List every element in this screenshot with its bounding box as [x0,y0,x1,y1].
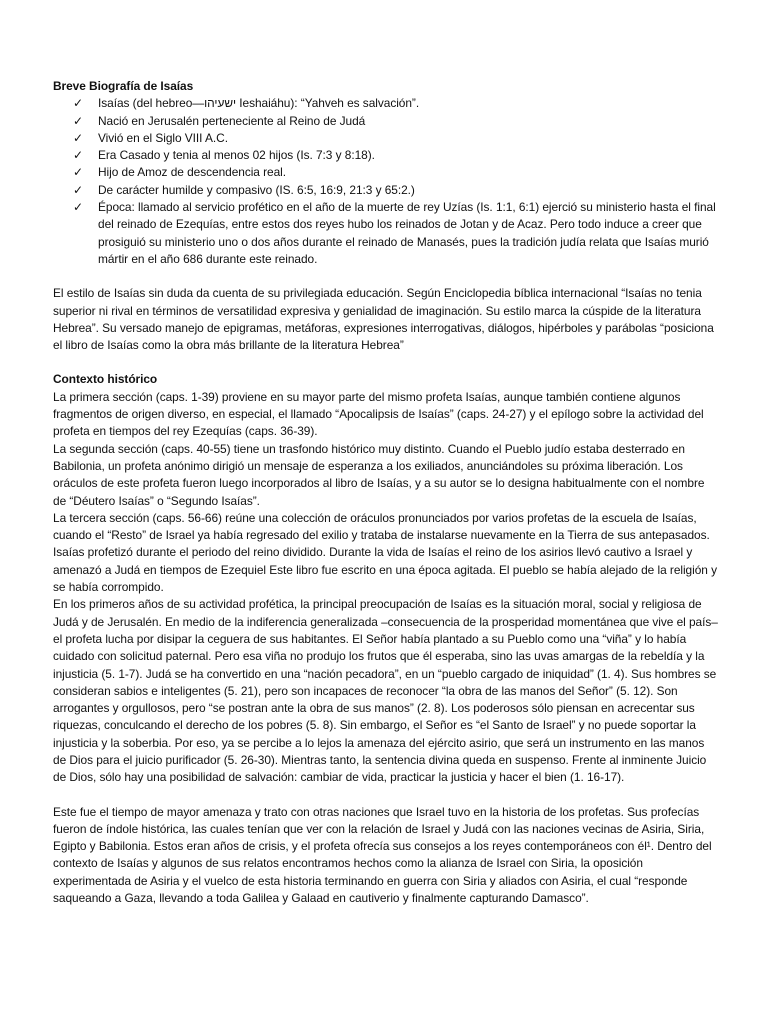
list-item [53,164,718,181]
bio-heading: Breve Biografía de Isaías [53,79,194,93]
bullet-text: Vivió en el Siglo VIII A.C. [98,130,228,145]
list-item [53,182,718,199]
context-paragraph: La segunda sección (caps. 40-55) tiene un trasfondo histórico muy distinto. Cuando el Pueblo judío estaba desterrado en Babilonia, un profeta anónimo dirigió un mensaje de esperanza a los exiliados, anunciándoles su próxima liberación. Los oráculos de este profeta fueron luego incorporados al libro de Isaías, y a su autor se lo designa habitualmente con el nombre de “Déutero Isaías” o “Segundo Isaías”. [53,441,705,508]
style-paragraph: El estilo de Isaías sin duda da cuenta de su privilegiada educación. Según Enciclopedia bíblica internacional “Isaías no tenia superior ni rival en términos de versatilidad expresiva y genialidad de imaginación. Su estilo marca la cúspide de la literatura Hebrea”. Su versado manejo de epigramas, metáforas, expresiones interrogativas, diálogos, hipérboles y parábolas “posiciona el libro de Isaías como la obra más brillante de la literatura Hebrea” [53,286,714,353]
checkmark-icon: ✓ [73,200,84,215]
spacer [53,354,718,371]
checkmark-icon: ✓ [73,165,84,180]
closing-paragraph: Este fue el tiempo de mayor amenaza y trato con otras naciones que Israel tuvo en la historia de los profetas. Sus profecías fueron de índole histórica, las cuales tenían que ver con la relación de Israel y Judá con las naciones vecinas de Asiria, Siria, Egipto y Babilonia. Estos eran años de crisis, y el profeta ofrecía sus consejos a los reyes contemporáneos con él¹. Dentro del contexto de Isaías y algunos de sus relatos encontramos hechos como la alianza de Israel con Siria, la oposición experimentada de Asiria y el vuelco de esta historia terminando en guerra con Siria y aliados con Asiria, el cual “responde saqueando a Gaza, llevando a toda Galilea y Galaad en cautiverio y finalmente capturando Damasco”. [53,804,712,906]
checkmark-icon: ✓ [73,130,84,145]
bullet-text: Era Casado y tenia al menos 02 hijos (Is. 7:3 y 8:18). [98,148,375,163]
bullet-text: De carácter humilde y compasivo (IS. 6:5, 16:9, 21:3 y 65:2.) [98,182,415,197]
context-paragraph: La primera sección (caps. 1-39) proviene en su mayor parte del mismo profeta Isaías, aunque también contiene algunos fragmentos de origen diverso, en especial, el llamado “Apocalipsis de Isaías” (caps. 24-27) y el epílogo sobre la actividad del profeta en tiempos del rey Ezequías (caps. 36-39). [53,389,704,439]
spacer [53,268,718,285]
bullet-text: Época: llamado al servicio profético en el año de la muerte de rey Uzías (Is. 1:1, 6:1) ejerció su ministerio hasta el final del reinado de Ezequías, entre estos dos reyes hubo los reinados de Jotan y de Acaz. Pero todo induce a creer que prosiguió su ministerio uno o dos años durante el reinado de Manasés, pues la tradición judía relata que Isaías murió mártir en el año 686 durante este reinado. [98,200,716,266]
list-item [53,113,718,130]
checkmark-icon: ✓ [73,182,84,197]
bullet-text: Nació en Jerusalén perteneciente al Reino de Judá [98,113,366,128]
context-paragraph: En los primeros años de su actividad profética, la principal preocupación de Isaías es la situación moral, social y religiosa de Judá y de Jerusalén. En medio de la indiferencia generalizada –consecuencia de la prosperidad momentánea que vive el país– el profeta lucha por disipar la ceguera de sus habitantes. El Señor había plantado a su Pueblo como una “viña” y lo había cuidado con solicitud paternal. Pero esa viña no produjo los frutos que él esperaba, sino las uvas amargas de la rebeldía y la injusticia (5. 1-7). Judá se ha convertido en una “nación pecadora”, en un “pueblo cargado de iniquidad” (1. 4). Sus hombres se consideran sabios e inteligentes (5. 21), pero son incapaces de reconocer “la obra de las manos del Señor” (5. 12). Son arrogantes y orgullosos, pero “se postran ante la obra de sus manos” (2. 8). Los poderosos sólo piensan en acrecentar sus riquezas, conculcando el derecho de los pobres (5. 8). Sin embargo, el Señor es “el Santo de Israel” y no puede soportar la injusticia y la soberbia. Por eso, ya se percibe a lo lejos la amenaza del ejército asirio, que será un instrumento en las manos de Dios para el juicio purificador (5. 26-30). Mientras tanto, la sentencia divina queda en suspenso. Frente al inminente Juicio de Dios, sólo hay una posibilidad de salvación: cambiar de vida, practicar la justicia y hacer el bien (1. 16-17). [53,597,718,785]
checkmark-icon: ✓ [73,148,84,163]
bullet-text: Hijo de Amoz de descendencia real. [98,165,287,180]
checkmark-icon: ✓ [73,113,84,128]
list-item [53,199,718,268]
context-paragraph: La tercera sección (caps. 56-66) reúne una colección de oráculos pronunciados por varios profetas de la escuela de Isaías, cuando el “Resto” de Israel ya había regresado del exilio y trataba de instalarse nuevamente en la Tierra de sus antepasados. [53,510,710,543]
list-item [53,130,718,147]
context-heading: Contexto histórico [53,372,158,387]
bio-checklist [53,95,718,268]
list-item [53,147,718,164]
bullet-text: Isaías (del hebreo—ישעיהו Ieshaiáhu): “Yahveh es salvación”. [98,96,420,111]
context-paragraph: Isaías profetizó durante el periodo del reino dividido. Durante la vida de Isaías el reino de los asirios llevó cautivo a Israel y amenazó a Judá en tiempos de Ezequiel Este libro fue escrito en una época agitada. El pueblo se había alejado de la religión y se había corrompido. [53,545,717,595]
list-item [53,95,718,112]
spacer [53,787,718,804]
checkmark-icon: ✓ [73,96,84,111]
